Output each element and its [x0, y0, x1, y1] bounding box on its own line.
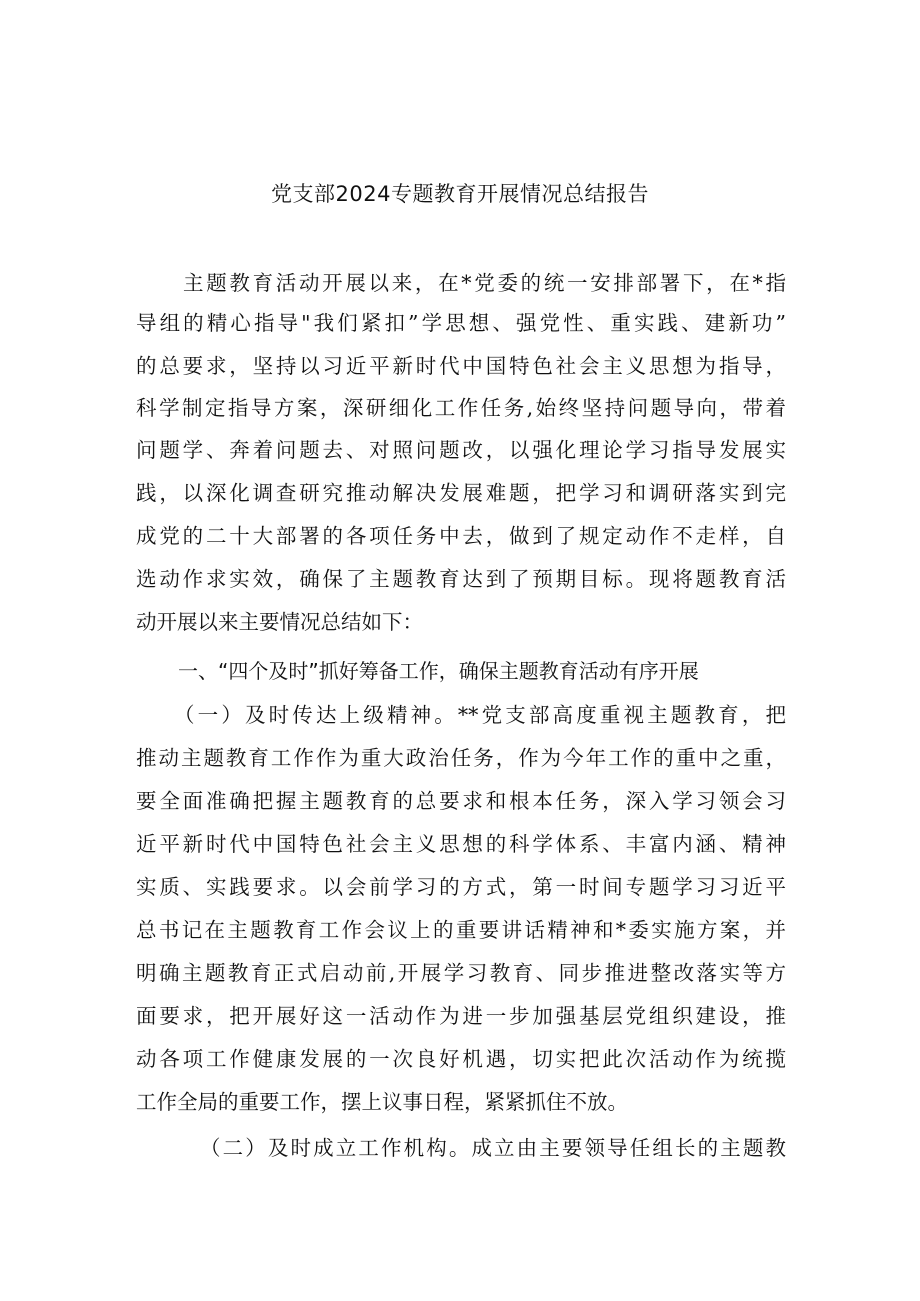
intro-line: 的总要求，坚持以习近平新时代中国特色社会主义思想为指导， — [136, 354, 786, 378]
intro-line: 践，以深化调查研究推动解决发展难题，把学习和调研落实到完 — [136, 481, 786, 505]
item1-line: 总书记在主题教育工作会议上的重要讲话精神和*委实施方案，并 — [136, 918, 786, 942]
item1-line: （一）及时传达上级精神。**党支部高度重视主题教育，把 — [174, 703, 786, 727]
intro-line: 动开展以来主要情况总结如下： — [136, 610, 423, 634]
item1-line: 要全面准确把握主题教育的总要求和根本任务，深入学习领会习 — [136, 789, 786, 813]
item1-line: 面要求，把开展好这一活动作为进一步加强基层党组织建设，推 — [136, 1004, 786, 1028]
item1-line: 近平新时代中国特色社会主义思想的科学体系、丰富内涵、精神 — [136, 832, 786, 856]
intro-line: 问题学、奔着问题去、对照问题改，以强化理论学习指导发展实 — [136, 438, 786, 462]
item1-line: 动各项工作健康发展的一次良好机遇，切实把此次活动作为统揽 — [136, 1047, 786, 1071]
intro-line: 主题教育活动开展以来，在*党委的统一安排部署下，在*指 — [183, 271, 786, 295]
intro-line: 成党的二十大部署的各项任务中去，做到了规定动作不走样，自 — [136, 524, 786, 548]
intro-line: 导组的精心指导"我们紧扣”学思想、强党性、重实践、建新功” — [136, 311, 786, 335]
item1-line: 实质、实践要求。以会前学习的方式，第一时间专题学习习近平 — [136, 875, 786, 899]
document-title: 党支部2024专题教育开展情况总结报告 — [271, 182, 649, 206]
item2-line: （二）及时成立工作机构。成立由主要领导任组长的主题教 — [200, 1136, 786, 1160]
intro-line: 科学制定指导方案，深研细化工作任务,始终坚持问题导向，带着 — [136, 396, 786, 420]
item1-line: 工作全局的重要工作，摆上议事日程，紧紧抓住不放。 — [136, 1090, 628, 1114]
section-heading: 一、“四个及时”抓好筹备工作，确保主题教育活动有序开展 — [178, 659, 699, 683]
item1-line: 明确主题教育正式启动前,开展学习教育、同步推进整改落实等方 — [136, 961, 786, 985]
intro-line: 选动作求实效，确保了主题教育达到了预期目标。现将题教育活 — [136, 567, 786, 591]
item1-line: 推动主题教育工作作为重大政治任务，作为今年工作的重中之重， — [136, 746, 786, 770]
